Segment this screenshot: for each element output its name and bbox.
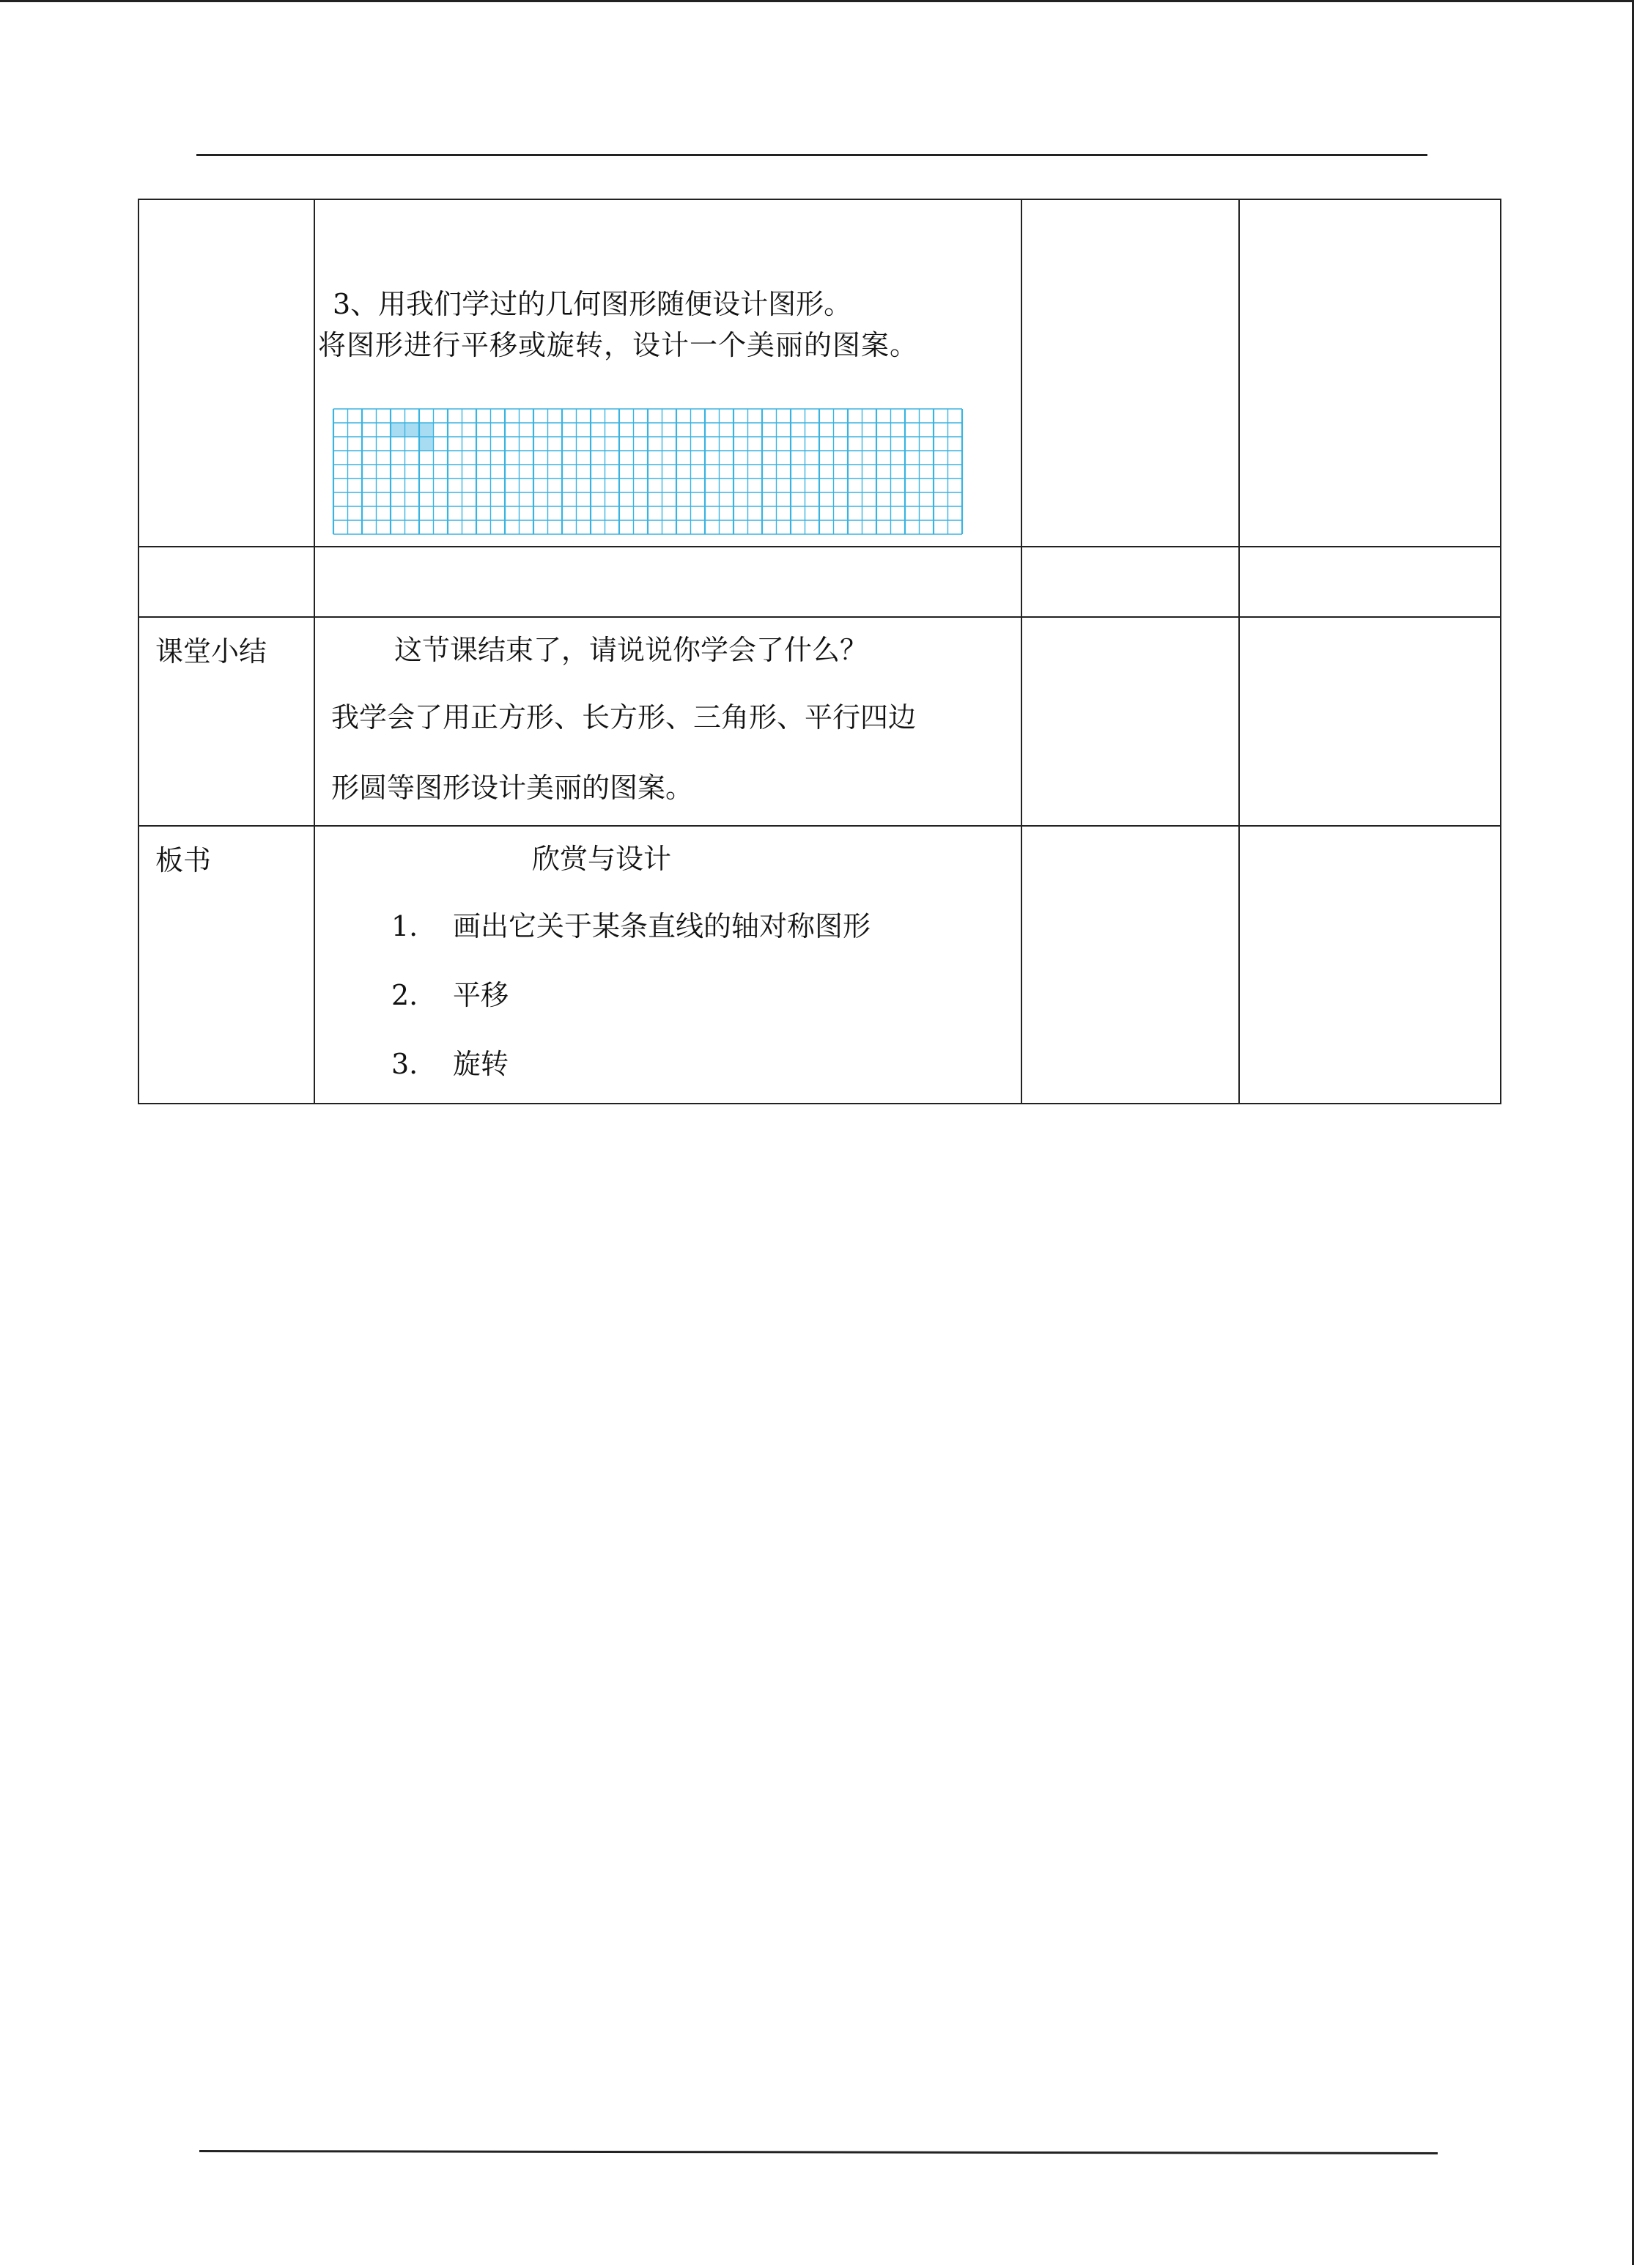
task-instruction-2: 将图形进行平移或旋转，设计一个美丽的图案。 [318, 329, 919, 361]
empty-cell [1239, 199, 1501, 547]
summary-cell [314, 617, 1021, 826]
design-grid [331, 407, 966, 546]
board-item [391, 979, 509, 1013]
summary-label: 课堂小结 [138, 617, 314, 826]
empty-cell [1239, 826, 1501, 1104]
task-cell [314, 199, 1021, 547]
empty-cell [1021, 617, 1239, 826]
board-item [391, 910, 871, 944]
row-label-cell [138, 547, 314, 617]
grid-highlight-cell [419, 437, 434, 451]
table-row-design-task [138, 199, 1501, 547]
board-cell [314, 826, 1021, 1104]
board-item-text: 旋转 [453, 1048, 509, 1080]
board-item-number: 3. [391, 1048, 418, 1080]
board-item [391, 1048, 509, 1082]
empty-cell [1021, 199, 1239, 547]
board-item-number: 1. [391, 910, 418, 942]
summary-question: 这节课结束了，请说说你学会了什么？ [394, 634, 868, 666]
board-title: 欣赏与设计 [532, 843, 672, 875]
empty-cell [1021, 547, 1239, 617]
summary-answer-1: 我学会了用正方形、长方形、三角形、平行四边 [331, 701, 917, 734]
board-item-number: 2. [391, 979, 418, 1011]
table-row-summary [138, 617, 1501, 826]
header-rule [196, 154, 1427, 156]
grid-highlight-cell [391, 423, 434, 437]
board-item-text: 平移 [453, 979, 509, 1011]
grid-lines [333, 409, 962, 534]
table-row-empty [138, 547, 1501, 617]
table-row-board [138, 826, 1501, 1104]
empty-cell [1239, 617, 1501, 826]
summary-answer-2: 形圆等图形设计美丽的图案。 [331, 772, 694, 804]
lesson-table [138, 199, 1501, 1104]
board-label: 板书 [138, 826, 314, 1104]
empty-cell [1021, 826, 1239, 1104]
empty-cell [1239, 547, 1501, 617]
task-instruction-1: 3、用我们学过的几何图形随便设计图形。 [333, 288, 852, 320]
row-label-cell [138, 199, 314, 547]
board-item-text: 画出它关于某条直线的轴对称图形 [453, 910, 871, 942]
empty-cell [314, 547, 1021, 617]
